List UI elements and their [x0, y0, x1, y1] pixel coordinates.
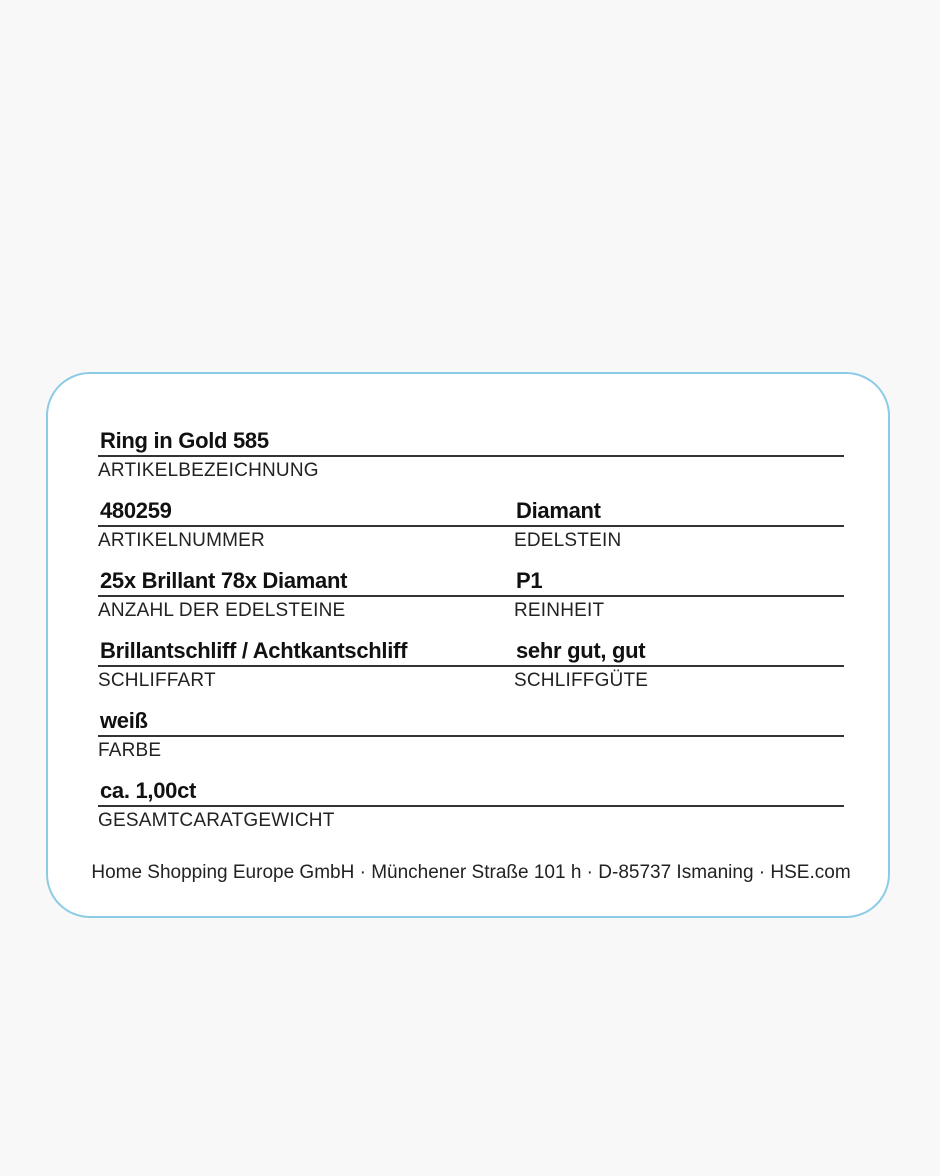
divider-line — [514, 525, 844, 527]
divider-line — [514, 595, 844, 597]
artikelnummer-label: ARTIKELNUMMER — [98, 530, 265, 551]
divider-line — [98, 735, 844, 737]
reinheit-value: P1 — [516, 568, 543, 593]
schliffart-value: Brillantschliff / Achtkantschliff — [100, 638, 408, 663]
divider-line — [98, 665, 516, 667]
field-schliffart — [98, 630, 516, 691]
artikelbezeichnung-label: ARTIKELBEZEICHNUNG — [98, 460, 319, 481]
edelstein-value: Diamant — [516, 498, 601, 523]
gesamtcaratgewicht-value: ca. 1,00ct — [100, 778, 197, 803]
edelstein-label: EDELSTEIN — [514, 530, 622, 551]
gesamtcaratgewicht-label: GESAMTCARATGEWICHT — [98, 810, 335, 831]
divider-line — [98, 805, 844, 807]
divider-line — [98, 525, 516, 527]
field-reinheit — [514, 560, 844, 621]
schliffart-label: SCHLIFFART — [98, 670, 216, 691]
product-info-card — [46, 372, 890, 918]
field-artikelnummer — [98, 490, 516, 551]
divider-line — [98, 595, 516, 597]
field-artikelbezeichnung — [98, 420, 844, 481]
anzahl-label: ANZAHL DER EDELSTEINE — [98, 600, 346, 621]
field-schliffguete — [514, 630, 844, 691]
schliffguete-label: SCHLIFFGÜTE — [514, 670, 649, 691]
farbe-label: FARBE — [98, 740, 162, 761]
company-footer: Home Shopping Europe GmbH · Münchener Straße 101 h · D-85737 Ismaning · HSE.com — [91, 862, 851, 883]
artikelbezeichnung-value: Ring in Gold 585 — [100, 428, 269, 453]
field-edelstein — [514, 490, 844, 551]
artikelnummer-value: 480259 — [100, 498, 172, 523]
schliffguete-value: sehr gut, gut — [516, 638, 646, 663]
divider-line — [514, 665, 844, 667]
divider-line — [98, 455, 844, 457]
farbe-value: weiß — [100, 708, 148, 733]
field-farbe — [98, 700, 844, 761]
reinheit-label: REINHEIT — [514, 600, 605, 621]
anzahl-value: 25x Brillant 78x Diamant — [100, 568, 348, 593]
field-anzahl-edelsteine — [98, 560, 516, 621]
field-gesamtcaratgewicht — [98, 770, 844, 831]
